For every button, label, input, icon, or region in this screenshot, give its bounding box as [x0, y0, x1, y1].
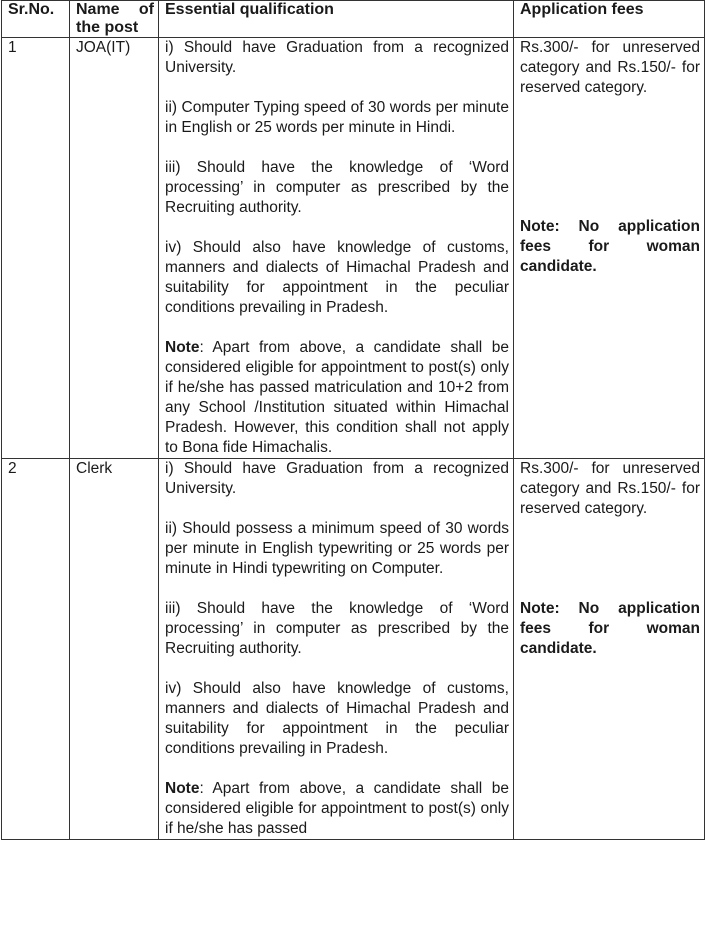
- recruitment-table: [1, 0, 705, 840]
- qualification-item: ii) Should possess a minimum speed of 30 words per minute in English typewriting or 25 words per minute in Hindi typewriting on Computer.: [165, 520, 509, 577]
- sr-no-cell: 1: [2, 38, 70, 459]
- post-name-cell: Clerk: [70, 459, 159, 840]
- sr-no-cell: 2: [2, 459, 70, 840]
- table-row: [2, 38, 705, 459]
- qualification-note: [165, 779, 509, 839]
- qualification-item: i) Should have Graduation from a recognized University.: [165, 460, 509, 497]
- fee-cell: [514, 459, 705, 840]
- fee-note: Note: No application fees for woman candidate.: [520, 600, 700, 657]
- qualification-cell: [159, 38, 514, 459]
- header-application-fees: Application fees: [514, 1, 705, 38]
- fee-cell: [514, 38, 705, 459]
- header-row: [2, 1, 705, 38]
- header-sr-no: Sr.No.: [2, 1, 70, 38]
- qualification-item: iii) Should have the knowledge of ‘Word processing’ in computer as prescribed by the Recruiting authority.: [165, 600, 509, 657]
- qualification-item: iii) Should have the knowledge of ‘Word processing’ in computer as prescribed by the Recruiting authority.: [165, 159, 509, 216]
- table-row: [2, 459, 705, 840]
- note-label: Note: [165, 339, 200, 356]
- fee-note: Note: No application fees for woman candidate.: [520, 218, 700, 275]
- qualification-item: iv) Should also have knowledge of customs, manners and dialects of Himachal Pradesh and suitability for appointment in the peculiar conditions prevailing in Pradesh.: [165, 239, 509, 316]
- note-text: : Apart from above, a candidate shall be considered eligible for appointment to post(s) only if he/she has passed matriculation and 10+2 from any School /Institution situated within Himachal Pradesh. However, this condition shall not apply to Bona fide Himachalis.: [165, 339, 509, 456]
- header-name-of-post: Name of the post: [70, 1, 159, 38]
- qualification-note: [165, 338, 509, 458]
- qualification-item: iv) Should also have knowledge of customs, manners and dialects of Himachal Pradesh and suitability for appointment in the peculiar conditions prevailing in Pradesh.: [165, 680, 509, 757]
- post-name-cell: JOA(IT): [70, 38, 159, 459]
- note-label: Note: [165, 780, 200, 797]
- header-essential-qualification: Essential qualification: [159, 1, 514, 38]
- note-text: : Apart from above, a candidate shall be considered eligible for appointment to post(s) only if he/she has passed: [165, 780, 509, 837]
- qualification-item: i) Should have Graduation from a recognized University.: [165, 39, 509, 76]
- qualification-item: ii) Computer Typing speed of 30 words per minute in English or 25 words per minute in Hindi.: [165, 99, 509, 136]
- fee-text: Rs.300/- for unreserved category and Rs.150/- for reserved category.: [520, 460, 700, 517]
- fee-text: Rs.300/- for unreserved category and Rs.150/- for reserved category.: [520, 39, 700, 96]
- qualification-cell: [159, 459, 514, 840]
